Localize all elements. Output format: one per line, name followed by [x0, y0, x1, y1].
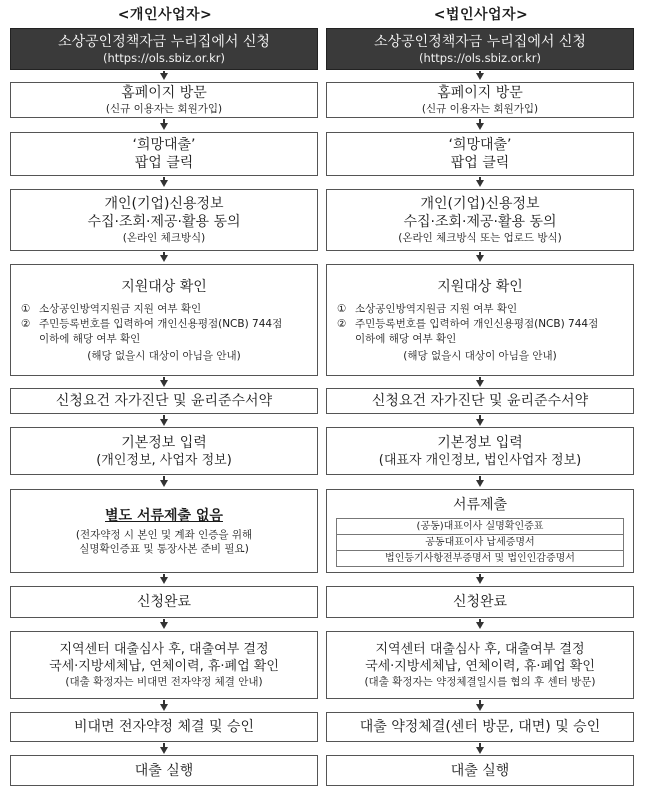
eligibility-item-2: 주민등록번호를 입력하여 개인신용평점(NCB) 744점	[355, 317, 599, 330]
review-line2: 국세·지방세체납, 연체이력, 휴·폐업 확인	[365, 659, 595, 674]
selfcheck-text: 신청요건 자가진단 및 윤리준수서약	[371, 393, 589, 409]
flow-arrow	[160, 180, 168, 187]
document-row: (공동)대표이사 실명확인증표	[337, 518, 624, 534]
flow-arrow	[476, 380, 484, 387]
review-line1: 지역센터 대출심사 후, 대출여부 결정	[375, 642, 585, 657]
popup-line2: 팝업 클릭	[450, 155, 510, 171]
visit-title: 홈페이지 방문	[437, 85, 523, 101]
consent-sub: (온라인 체크방식 또는 업로드 방식)	[398, 232, 562, 244]
review-sub: (대출 확정자는 약정체결일시를 협의 후 센터 방문)	[364, 676, 596, 688]
flow-arrow	[476, 622, 484, 629]
homepage-visit-box	[10, 82, 318, 118]
contract-text: 대출 약정체결(센터 방문, 대면) 및 승인	[359, 719, 601, 735]
popup-line2: 팝업 클릭	[134, 155, 194, 171]
documents-table	[336, 518, 624, 567]
apply-title: 소상공인정책자금 누리집에서 신청	[374, 33, 586, 50]
loan-review-box	[326, 631, 634, 699]
flow-arrow	[476, 747, 484, 754]
apply-url: (https://ols.sbiz.or.kr)	[418, 50, 541, 65]
visit-title: 홈페이지 방문	[121, 85, 207, 101]
complete-text: 신청완료	[452, 594, 508, 610]
credit-consent-box	[10, 189, 318, 251]
apply-url: (https://ols.sbiz.or.kr)	[102, 50, 225, 65]
column-title: <법인사업자>	[433, 7, 529, 23]
eligibility-item-2-cont: 이하에 해당 여부 확인	[39, 332, 141, 345]
documents-title: 서류제출	[452, 496, 508, 513]
self-check-box	[10, 388, 318, 414]
application-complete-box	[326, 586, 634, 618]
flow-arrow	[476, 123, 484, 130]
loan-review-box	[10, 631, 318, 699]
basic-sub: (개인정보, 사업자 정보)	[96, 452, 232, 468]
flow-arrow	[476, 255, 484, 262]
flow-arrow	[160, 622, 168, 629]
popup-click-box	[326, 132, 634, 176]
popup-line1: ‘희망대출’	[448, 137, 512, 153]
self-check-box	[326, 388, 634, 414]
contract-box	[326, 712, 634, 742]
eligibility-item-1: 소상공인방역지원금 지원 여부 확인	[39, 302, 202, 315]
consent-sub: (온라인 체크방식)	[122, 232, 206, 244]
flow-arrow	[476, 480, 484, 487]
flow-arrow	[160, 419, 168, 426]
visit-sub: (신규 이용자는 회원가입)	[421, 103, 539, 115]
document-row: 법인등기사항전부증명서 및 법인인감증명서	[337, 550, 624, 566]
eligibility-list: ① 소상공인방역지원금 지원 여부 확인 ② 주민등록번호를 입력하여 개인신용평점(NCB) 744점 이하에 해당 여부 확인	[327, 302, 633, 347]
basic-info-box	[326, 427, 634, 475]
credit-consent-box	[326, 189, 634, 251]
eligibility-title: 지원대상 확인	[437, 278, 523, 295]
apply-online-box	[10, 28, 318, 70]
execute-text: 대출 실행	[450, 762, 510, 779]
no-documents-title: 별도 서류제출 없음	[105, 507, 223, 524]
documents-box	[326, 489, 634, 573]
flow-arrow	[160, 380, 168, 387]
flow-arrow	[160, 704, 168, 711]
contract-box	[10, 712, 318, 742]
visit-sub: (신규 이용자는 회원가입)	[105, 103, 223, 115]
flow-arrow	[160, 73, 168, 80]
loan-execution-box	[326, 755, 634, 786]
apply-title: 소상공인정책자금 누리집에서 신청	[58, 33, 270, 50]
basic-info-box	[10, 427, 318, 475]
consent-line1: 개인(기업)신용정보	[420, 196, 540, 212]
selfcheck-text: 신청요건 자가진단 및 윤리준수서약	[55, 393, 273, 409]
docs-sub-2: 실명확인증표 및 통장사본 준비 필요)	[79, 542, 249, 555]
popup-click-box	[10, 132, 318, 176]
documents-box	[10, 489, 318, 573]
homepage-visit-box	[326, 82, 634, 118]
eligibility-item-2-cont: 이하에 해당 여부 확인	[355, 332, 457, 345]
basic-title: 기본정보 입력	[437, 434, 523, 451]
consent-line1: 개인(기업)신용정보	[104, 196, 224, 212]
flow-arrow	[160, 747, 168, 754]
basic-sub: (대표자 개인정보, 법인사업자 정보)	[378, 452, 582, 468]
review-sub: (대출 확정자는 비대면 전자약정 체결 안내)	[65, 676, 263, 688]
review-line2: 국세·지방세체납, 연체이력, 휴·폐업 확인	[49, 659, 279, 674]
flow-arrow	[160, 255, 168, 262]
eligibility-note: (해당 없을시 대상이 아님을 안내)	[403, 349, 557, 362]
popup-line1: ‘희망대출’	[132, 137, 196, 153]
eligibility-check-box	[10, 264, 318, 376]
eligibility-list: ① 소상공인방역지원금 지원 여부 확인 ② 주민등록번호를 입력하여 개인신용평점(NCB) 744점 이하에 해당 여부 확인	[11, 302, 317, 347]
flow-arrow	[476, 180, 484, 187]
consent-line2: 수집·조회·제공·활용 동의	[87, 214, 241, 230]
eligibility-note: (해당 없을시 대상이 아님을 안내)	[87, 349, 241, 362]
eligibility-check-box	[326, 264, 634, 376]
flow-arrow	[476, 577, 484, 584]
eligibility-title: 지원대상 확인	[121, 278, 207, 295]
docs-sub-1: (전자약정 시 본인 및 계좌 인증을 위해	[75, 528, 253, 541]
flow-arrow	[160, 480, 168, 487]
application-complete-box	[10, 586, 318, 618]
flow-arrow	[476, 704, 484, 711]
flow-arrow	[476, 73, 484, 80]
complete-text: 신청완료	[136, 594, 192, 610]
flow-arrow	[160, 577, 168, 584]
contract-text: 비대면 전자약정 체결 및 승인	[73, 719, 255, 735]
execute-text: 대출 실행	[134, 762, 194, 779]
basic-title: 기본정보 입력	[121, 434, 207, 451]
flow-arrow	[476, 419, 484, 426]
review-line1: 지역센터 대출심사 후, 대출여부 결정	[59, 642, 269, 657]
eligibility-item-1: 소상공인방역지원금 지원 여부 확인	[355, 302, 518, 315]
apply-online-box	[326, 28, 634, 70]
loan-execution-box	[10, 755, 318, 786]
eligibility-item-2: 주민등록번호를 입력하여 개인신용평점(NCB) 744점	[39, 317, 283, 330]
consent-line2: 수집·조회·제공·활용 동의	[403, 214, 557, 230]
column-title: <개인사업자>	[117, 7, 213, 23]
document-row: 공동대표이사 납세증명서	[337, 534, 624, 550]
flow-arrow	[160, 123, 168, 130]
